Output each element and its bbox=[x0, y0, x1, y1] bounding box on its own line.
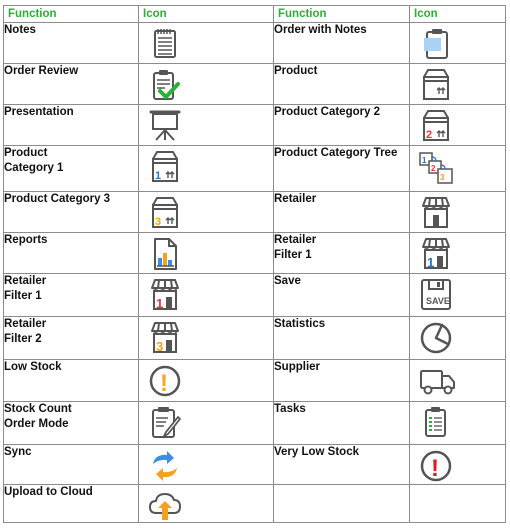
icon-cell bbox=[139, 192, 274, 233]
function-label: Order Review bbox=[4, 65, 79, 77]
icon-cell bbox=[139, 485, 274, 523]
icon-cell bbox=[139, 274, 274, 317]
function-label: Tasks bbox=[274, 403, 306, 415]
function-label: Presentation bbox=[4, 106, 74, 118]
function-cell bbox=[274, 445, 410, 485]
icon-cell bbox=[410, 317, 506, 360]
product-category-1-icon bbox=[147, 149, 183, 185]
function-label: Sync bbox=[4, 446, 32, 458]
icon-cell bbox=[410, 192, 506, 233]
icon-cell bbox=[410, 233, 506, 274]
filter-badge: 1 bbox=[156, 296, 164, 311]
function-cell bbox=[274, 146, 410, 192]
retailer-filter-1-red-icon bbox=[147, 277, 183, 313]
product-category-2-icon bbox=[418, 108, 454, 144]
product-category-tree-icon bbox=[418, 149, 456, 187]
icon-cell bbox=[410, 402, 506, 445]
function-cell bbox=[274, 233, 410, 274]
function-label: Notes bbox=[4, 24, 36, 36]
icon-cell bbox=[410, 274, 506, 317]
function-cell bbox=[274, 64, 410, 105]
icon-cell bbox=[410, 23, 506, 64]
function-cell bbox=[4, 485, 139, 523]
icon-cell bbox=[410, 146, 506, 192]
icon-cell bbox=[139, 146, 274, 192]
low-stock-alert-icon bbox=[147, 363, 183, 399]
function-label: Retailer bbox=[4, 318, 47, 330]
header-row bbox=[4, 6, 506, 23]
filter-badge: 1 bbox=[427, 255, 435, 270]
alert-mark: ! bbox=[431, 455, 439, 482]
tree-badge-3: 3 bbox=[440, 173, 445, 182]
table-row bbox=[4, 317, 506, 360]
order-review-icon bbox=[147, 67, 183, 103]
function-cell bbox=[274, 317, 410, 360]
function-label: Save bbox=[274, 275, 301, 287]
save-text: SAVE bbox=[426, 296, 450, 306]
header-function-right: Function bbox=[274, 6, 410, 23]
product-category-3-icon bbox=[147, 195, 183, 231]
retailer-filter-2-icon bbox=[147, 320, 183, 356]
category-badge: 1 bbox=[155, 170, 162, 182]
table-row bbox=[4, 485, 506, 523]
function-label: Reports bbox=[4, 234, 48, 246]
retailer-store-icon bbox=[418, 195, 454, 231]
table-row bbox=[4, 360, 506, 402]
header-function-left: Function bbox=[4, 6, 139, 23]
function-cell bbox=[4, 146, 139, 192]
product-box-icon bbox=[418, 67, 454, 103]
table-row bbox=[4, 105, 506, 146]
presentation-easel-icon bbox=[147, 108, 183, 144]
reports-icon bbox=[147, 236, 183, 272]
function-label: Retailer bbox=[4, 275, 47, 287]
function-label: Product bbox=[4, 147, 48, 159]
table-row bbox=[4, 146, 506, 192]
header-icon-left: Icon bbox=[139, 6, 274, 23]
table-row bbox=[4, 64, 506, 105]
function-label: Low Stock bbox=[4, 361, 62, 373]
function-label: Filter 1 bbox=[4, 290, 42, 302]
function-label: Order Mode bbox=[4, 418, 69, 430]
icon-cell bbox=[410, 64, 506, 105]
sync-arrows-icon bbox=[147, 448, 183, 484]
table-row bbox=[4, 445, 506, 485]
function-cell bbox=[4, 233, 139, 274]
icon-cell bbox=[410, 360, 506, 402]
supplier-truck-icon bbox=[418, 363, 458, 399]
function-cell bbox=[274, 360, 410, 402]
upload-cloud-icon bbox=[147, 488, 183, 524]
function-cell bbox=[274, 105, 410, 146]
icon-cell bbox=[139, 402, 274, 445]
function-cell bbox=[4, 23, 139, 64]
function-cell bbox=[4, 317, 139, 360]
function-cell bbox=[4, 402, 139, 445]
tree-badge-2: 2 bbox=[431, 164, 436, 173]
icon-cell bbox=[139, 23, 274, 64]
function-label: Product Category 3 bbox=[4, 193, 111, 205]
function-label: Order with Notes bbox=[274, 24, 367, 36]
function-label: Stock Count bbox=[4, 403, 72, 415]
tree-badge-1: 1 bbox=[422, 156, 427, 165]
function-label: Product bbox=[274, 65, 318, 77]
icon-cell bbox=[410, 445, 506, 485]
function-label: Retailer bbox=[274, 234, 317, 246]
function-cell bbox=[4, 64, 139, 105]
table-row bbox=[4, 23, 506, 64]
category-badge: 3 bbox=[155, 216, 162, 228]
function-label: Very Low Stock bbox=[274, 446, 360, 458]
notes-icon bbox=[147, 26, 183, 62]
table-row bbox=[4, 274, 506, 317]
category-badge: 2 bbox=[426, 129, 433, 141]
icon-cell bbox=[139, 360, 274, 402]
table-row bbox=[4, 192, 506, 233]
function-cell bbox=[4, 192, 139, 233]
function-cell bbox=[4, 274, 139, 317]
empty-icon-cell bbox=[410, 485, 506, 523]
function-label: Filter 1 bbox=[274, 249, 312, 261]
function-label: Retailer bbox=[274, 193, 317, 205]
tasks-clipboard-icon bbox=[418, 405, 454, 441]
function-label: Filter 2 bbox=[4, 333, 42, 345]
function-cell bbox=[4, 105, 139, 146]
icon-cell bbox=[139, 233, 274, 274]
icon-cell bbox=[139, 64, 274, 105]
function-label: Statistics bbox=[274, 318, 326, 330]
table-row bbox=[4, 233, 506, 274]
function-cell bbox=[274, 23, 410, 64]
retailer-filter-1-icon bbox=[418, 236, 454, 272]
function-cell bbox=[274, 402, 410, 445]
function-label: Product Category 2 bbox=[274, 106, 381, 118]
icon-cell bbox=[139, 105, 274, 146]
function-cell bbox=[274, 192, 410, 233]
function-label: Supplier bbox=[274, 361, 321, 373]
icon-cell bbox=[410, 105, 506, 146]
statistics-pie-icon bbox=[418, 320, 454, 356]
function-label: Category 1 bbox=[4, 162, 64, 174]
order-with-notes-icon bbox=[418, 26, 454, 62]
header-icon-right: Icon bbox=[410, 6, 506, 23]
stock-count-clipboard-icon bbox=[147, 405, 183, 441]
icon-cell bbox=[139, 445, 274, 485]
functions-icon-table bbox=[3, 5, 506, 523]
save-disk-icon bbox=[418, 277, 454, 313]
table-row bbox=[4, 402, 506, 445]
function-cell bbox=[274, 274, 410, 317]
empty-function-cell bbox=[274, 485, 410, 523]
filter-badge: 3 bbox=[156, 339, 164, 354]
function-cell bbox=[4, 360, 139, 402]
very-low-stock-alert-icon bbox=[418, 448, 454, 484]
icon-cell bbox=[139, 317, 274, 360]
function-label: Upload to Cloud bbox=[4, 486, 93, 498]
function-label: Product Category Tree bbox=[274, 147, 398, 159]
function-cell bbox=[4, 445, 139, 485]
alert-mark: ! bbox=[160, 370, 168, 397]
